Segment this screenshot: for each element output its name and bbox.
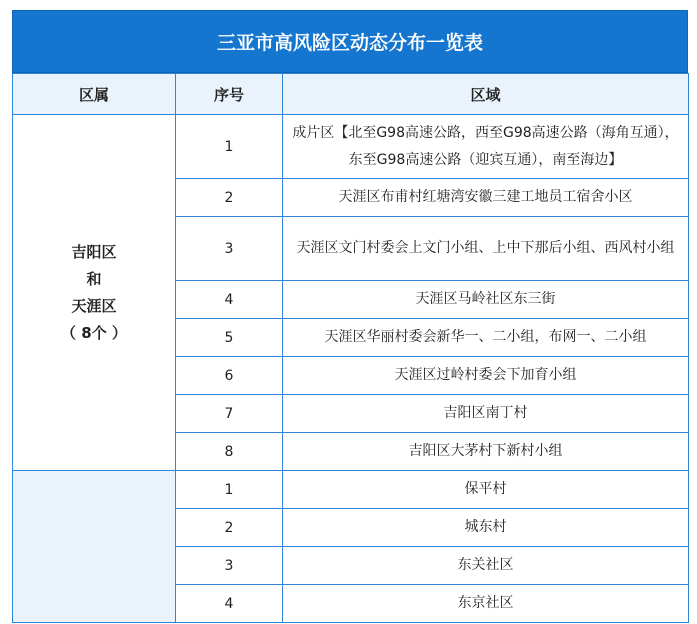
header-seq: 序号 <box>176 74 283 115</box>
seq-cell: 2 <box>176 509 283 547</box>
table-row <box>13 115 689 179</box>
region-cell: 成片区【北至G98高速公路，西至G98高速公路（海角互通），东至G98高速公路（迎宾互通），南至海边】 <box>283 115 689 179</box>
region-cell: 天涯区过岭村委会下加育小组 <box>283 357 689 395</box>
district-line: 天涯区 <box>71 296 117 315</box>
seq-cell: 8 <box>176 433 283 471</box>
region-cell: 保平村 <box>283 471 689 509</box>
seq-cell: 5 <box>176 319 283 357</box>
region-cell: 天涯区布甫村红塘湾安徽三建工地员工宿舍小区 <box>283 179 689 217</box>
region-cell: 天涯区马岭社区东三街 <box>283 281 689 319</box>
seq-cell: 3 <box>176 547 283 585</box>
seq-cell: 6 <box>176 357 283 395</box>
seq-cell: 1 <box>176 471 283 509</box>
header-district: 区属 <box>13 74 176 115</box>
header-row <box>13 74 689 115</box>
seq-cell: 7 <box>176 395 283 433</box>
region-cell: 吉阳区南丁村 <box>283 395 689 433</box>
seq-cell: 3 <box>176 217 283 281</box>
district-cell <box>13 471 176 623</box>
district-line: （ 8个 ） <box>61 323 127 342</box>
region-cell: 东京社区 <box>283 585 689 623</box>
seq-cell: 2 <box>176 179 283 217</box>
table-row <box>13 471 689 509</box>
header-region: 区域 <box>283 74 689 115</box>
region-cell: 天涯区华丽村委会新华一、二小组，布网一、二小组 <box>283 319 689 357</box>
seq-cell: 4 <box>176 281 283 319</box>
region-cell: 天涯区文门村委会上文门小组、上中下那后小组、西风村小组 <box>283 217 689 281</box>
table-sheet <box>12 10 688 623</box>
region-cell: 吉阳区大茅村下新村小组 <box>283 433 689 471</box>
risk-area-table <box>12 73 689 623</box>
region-cell: 城东村 <box>283 509 689 547</box>
district-line: 吉阳区 <box>71 242 117 261</box>
region-cell: 东关社区 <box>283 547 689 585</box>
district-line: 和 <box>86 269 102 288</box>
seq-cell: 1 <box>176 115 283 179</box>
district-cell <box>13 115 176 471</box>
table-title: 三亚市高风险区动态分布一览表 <box>12 10 688 73</box>
seq-cell: 4 <box>176 585 283 623</box>
